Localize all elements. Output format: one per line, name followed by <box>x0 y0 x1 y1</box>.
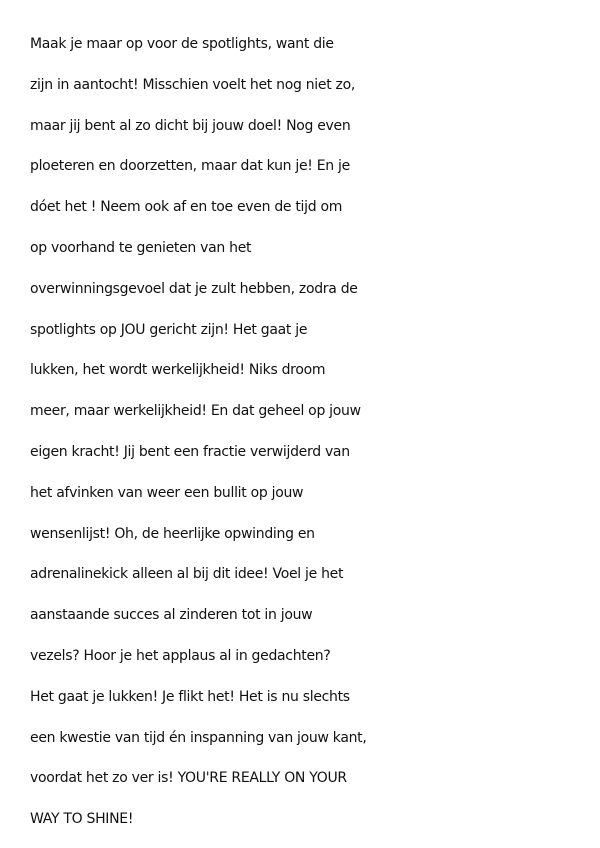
text-line: meer, maar werkelijkheid! En dat geheel op jouw <box>30 403 361 420</box>
text-line: maar jij bent al zo dicht bij jouw doel! Nog even <box>30 117 351 134</box>
text-line: lukken, het wordt werkelijkheid! Niks droom <box>30 362 326 379</box>
text-line: spotlights op JOU gericht zijn! Het gaat je <box>30 321 308 338</box>
text-line: een kwestie van tijd én inspanning van jouw kant, <box>30 729 367 746</box>
text-line: zijn in aantocht! Misschien voelt het nog niet zo, <box>30 76 355 93</box>
text-line: Het gaat je lukken! Je flikt het! Het is nu slechts <box>30 688 350 705</box>
motivational-text <box>30 24 600 840</box>
text-line: eigen kracht! Jij bent een fractie verwijderd van <box>30 443 350 460</box>
text-line: dóet het ! Neem ook af en toe even de tijd om <box>30 199 343 216</box>
text-line: ploeteren en doorzetten, maar dat kun je! En je <box>30 158 350 175</box>
text-line: WAY TO SHINE! <box>30 811 134 828</box>
text-line: overwinningsgevoel dat je zult hebben, zodra de <box>30 280 358 297</box>
text-line: adrenalinekick alleen al bij dit idee! Voel je het <box>30 566 344 583</box>
text-line: vezels? Hoor je het applaus al in gedachten? <box>30 647 331 664</box>
text-line: voordat het zo ver is! YOU'RE REALLY ON YOUR <box>30 770 347 787</box>
text-line: wensenlijst! Oh, de heerlijke opwinding en <box>30 525 315 542</box>
text-line: aanstaande succes al zinderen tot in jouw <box>30 607 313 624</box>
text-line: op voorhand te genieten van het <box>30 239 252 256</box>
text-line: Maak je maar op voor de spotlights, want die <box>30 36 334 52</box>
text-line: het afvinken van weer een bullit op jouw <box>30 484 304 501</box>
